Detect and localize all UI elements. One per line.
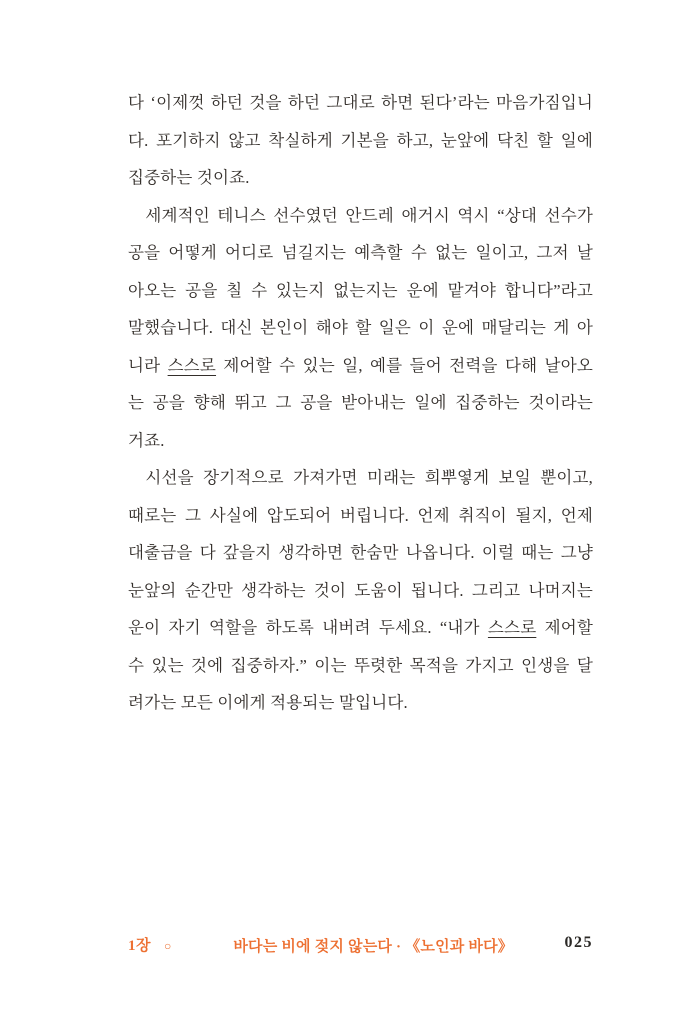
text-line bbox=[128, 309, 593, 347]
text-line bbox=[128, 84, 593, 122]
text-segment: 세계적인 테니스 선수였던 안드레 애거시 역시 “상대 선수가 bbox=[145, 205, 593, 225]
text-line bbox=[128, 647, 593, 685]
text-segment: 아오는 공을 칠 수 있는지 없는지는 운에 맡겨야 합니다”라고 bbox=[128, 280, 593, 300]
chapter-circle-icon: ○ bbox=[164, 938, 172, 953]
text-segment: 시선을 장기적으로 가져가면 미래는 희뿌옇게 보일 뿐이고, bbox=[145, 468, 593, 487]
text-line bbox=[128, 572, 593, 610]
text-segment: 공을 어떻게 어디로 넘길지는 예측할 수 없는 일이고, 그저 날 bbox=[128, 243, 593, 262]
text-line bbox=[128, 684, 593, 722]
text-segment: 집중하는 것이죠. bbox=[128, 168, 250, 187]
text-line bbox=[128, 197, 593, 235]
underlined-text: 스스로 bbox=[487, 618, 537, 637]
text-line bbox=[128, 497, 593, 535]
paragraph bbox=[128, 459, 593, 722]
text-line bbox=[128, 159, 593, 197]
text-line bbox=[128, 347, 593, 385]
text-segment: 수 있는 것에 집중하자.” 이는 뚜렷한 목적을 가지고 인생을 달 bbox=[128, 655, 593, 675]
text-line bbox=[128, 122, 593, 160]
paragraph bbox=[128, 197, 593, 460]
text-segment: 다 ‘이제껏 하던 것을 하던 그대로 하면 된다’라는 마음가짐입니 bbox=[128, 93, 593, 112]
text-segment: 대출금을 다 갚을지 생각하면 한숨만 나옵니다. 이럴 때는 그냥 bbox=[128, 543, 593, 562]
footer-running-title: 바다는 비에 젖지 않는다 · 《노인과 바다》 bbox=[233, 939, 513, 955]
text-line bbox=[128, 272, 593, 310]
text-segment: 니라 bbox=[128, 355, 168, 375]
text-segment: 제어할 수 있는 일, 예를 들어 전력을 다해 날아오 bbox=[216, 355, 593, 375]
text-line bbox=[128, 534, 593, 572]
text-line bbox=[128, 234, 593, 272]
text-line bbox=[128, 422, 593, 460]
text-line bbox=[128, 384, 593, 422]
text-segment: 거죠. bbox=[128, 430, 165, 450]
text-line bbox=[128, 459, 593, 497]
footer-chapter-group bbox=[128, 934, 171, 955]
underlined-text: 스스로 bbox=[167, 355, 217, 375]
paragraph bbox=[128, 84, 593, 197]
text-segment: 눈앞의 순간만 생각하는 것이 도움이 됩니다. 그리고 나머지는 bbox=[128, 580, 593, 600]
text-segment: 다. 포기하지 않고 착실하게 기본을 하고, 눈앞에 닥친 할 일에 bbox=[128, 130, 593, 150]
body-text bbox=[128, 84, 593, 722]
text-segment: 제어할 bbox=[536, 618, 593, 637]
footer-page-number: 025 bbox=[564, 934, 593, 951]
text-segment: 말했습니다. 대신 본인이 해야 할 일은 이 운에 매달리는 게 아 bbox=[128, 318, 593, 337]
text-segment: 때로는 그 사실에 압도되어 버립니다. 언제 취직이 될지, 언제 bbox=[128, 505, 593, 525]
text-segment: 려가는 모든 이에게 적용되는 말입니다. bbox=[128, 693, 408, 712]
text-segment: 는 공을 향해 뛰고 그 공을 받아내는 일에 집중하는 것이라는 bbox=[128, 393, 593, 412]
footer-chapter-label: 1장 bbox=[128, 938, 151, 954]
text-line bbox=[128, 609, 593, 647]
page-footer bbox=[128, 934, 593, 960]
text-segment: 운이 자기 역할을 하도록 내버려 두세요. “내가 bbox=[128, 618, 488, 637]
